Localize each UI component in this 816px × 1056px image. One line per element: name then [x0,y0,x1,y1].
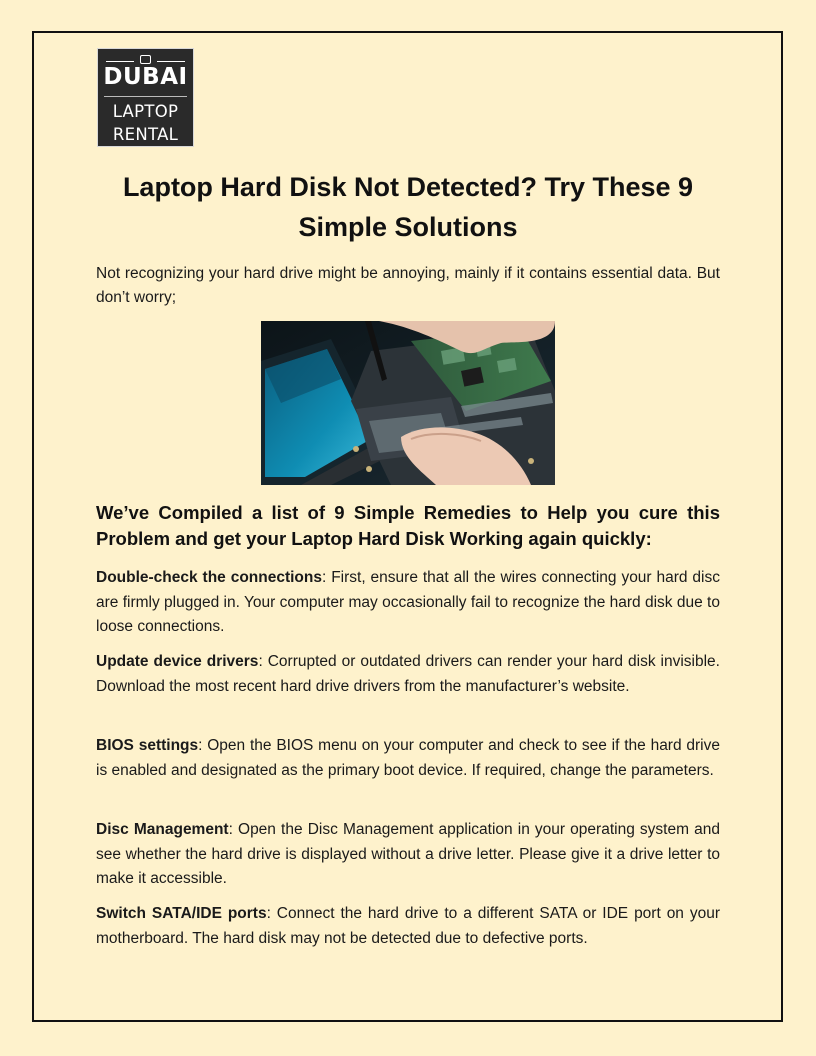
remedy-item [96,734,720,783]
remedy-term: Disc Management [96,821,229,838]
remedies-heading: We’ve Compiled a list of 9 Simple Remedies to Help you cure this Problem and get your Laptop Hard Disk Working again quickly: [96,502,720,549]
logo-word-rental: RENTAL [112,125,179,144]
remedy-term: BIOS settings [96,737,199,754]
laptop-repair-photo [261,321,555,485]
laptop-icon [140,55,151,64]
remedy-term: Double-check the connections [96,569,322,586]
intro-paragraph: Not recognizing your hard drive might be annoying, mainly if it contains essential data. But don’t worry; [96,265,720,306]
remedy-item [96,566,720,640]
remedy-term: Switch SATA/IDE ports [96,905,267,922]
remedy-item [96,818,720,892]
remedy-text: : First, ensure that all the wires connecting your hard disc are firmly plugged in. Your computer may occasionally fail to recognize the hard disk due to loose connections. [96,569,720,635]
remedy-text: : Open the Disc Management application in your operating system and see whether the hard drive is displayed without a drive letter. Please give it a drive letter to make it accessible. [96,821,720,887]
page-title: Laptop Hard Disk Not Detected? Try These 9 Simple Solutions [122,172,694,242]
logo-word-laptop: LAPTOP [112,102,179,121]
remedy-text: : Open the BIOS menu on your computer and check to see if the hard drive is enabled and designated as the primary boot device. If required, change the parameters. [96,737,720,779]
remedy-text: : Connect the hard drive to a different SATA or IDE port on your motherboard. The hard disk may not be detected due to defective ports. [96,905,720,947]
company-logo[interactable] [97,48,194,147]
remedy-item [96,902,720,951]
logo-word-dubai: DUBAI [103,64,188,90]
remedy-item [96,650,720,699]
remedy-text: : Corrupted or outdated drivers can render your hard disk invisible. Download the most recent hard drive drivers from the manufacturer’s website. [96,653,720,695]
remedy-term: Update device drivers [96,653,259,670]
